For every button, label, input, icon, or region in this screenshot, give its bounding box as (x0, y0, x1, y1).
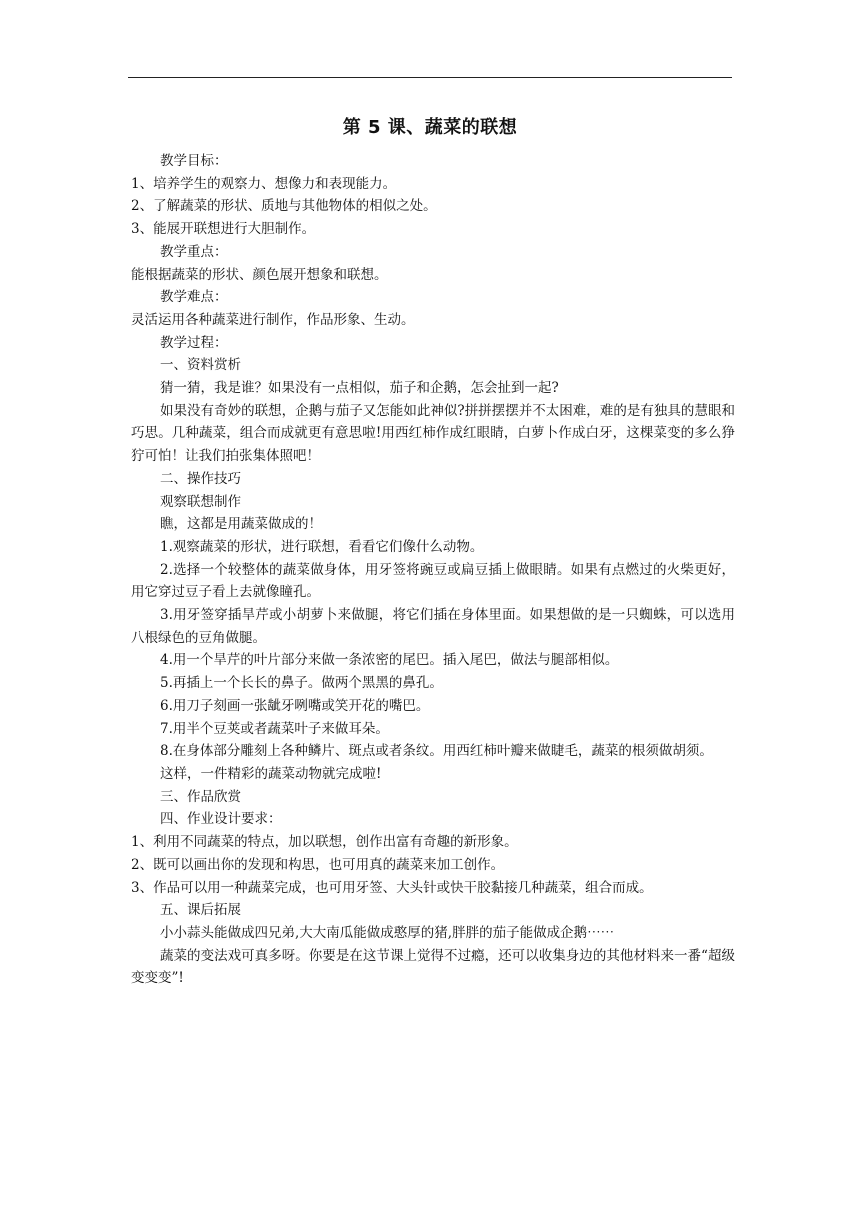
step-7: 7.用半个豆荚或者蔬菜叶子来做耳朵。 (160, 720, 389, 737)
section-5-heading: 五、课后拓展 (160, 902, 241, 919)
lesson-body (131, 150, 735, 990)
step-5: 5.再插上一个长长的鼻子。做两个黑黑的鼻孔。 (160, 675, 443, 692)
section-3-heading: 三、作品欣赏 (160, 788, 241, 805)
goal-item-3: 3、能展开联想进行大胆制作。 (131, 221, 316, 238)
step-4: 4.用一个旱芹的叶片部分来做一条浓密的尾巴。插入尾巴，做法与腿部相似。 (160, 652, 619, 669)
homework-item-1: 1、利用不同蔬菜的特点，加以联想，创作出富有奇趣的新形象。 (131, 834, 518, 851)
extension-text-2: 蔬菜的变法戏可真多呀。你要是在这节课上觉得不过瘾，还可以收集身边的其他材料来一番“超级变变变”! (131, 947, 735, 987)
heading-key-points: 教学重点： (160, 243, 228, 260)
section-2-heading: 二、操作技巧 (160, 470, 241, 487)
heading-teaching-process: 教学过程： (160, 334, 228, 351)
extension-text-1: 小小蒜头能做成四兄弟,大大南瓜能做成憨厚的猪,胖胖的茄子能做成企鹅⋯⋯ (160, 924, 615, 941)
lesson-title: 第 5 课、蔬菜的联想 (342, 117, 518, 138)
section-2-subheading: 观察联想制作 (160, 493, 241, 510)
step-2: 2.选择一个较整体的蔬菜做身体，用牙签将豌豆或扁豆插上做眼睛。如果有点燃过的火柴更好，用它穿过豆子看上去就像瞳孔。 (131, 561, 735, 601)
section-4-heading: 四、作业设计要求： (160, 811, 282, 828)
key-points-text: 能根据蔬菜的形状、颜色展开想象和联想。 (131, 266, 388, 283)
step-6: 6.用刀子刻画一张龇牙咧嘴或笑开花的嘴巴。 (160, 697, 430, 714)
header-rule (128, 77, 732, 78)
homework-item-3: 3、作品可以用一种蔬菜完成，也可用牙签、大头针或快干胶黏接几种蔬菜，组合而成。 (131, 879, 653, 896)
step-8: 8.在身体部分雕刻上各种鳞片、斑点或者条纹。用西红柿叶瓣来做睫毛，蔬菜的根须做胡须。 (160, 743, 713, 760)
step-3: 3.用牙签穿插旱芹或小胡萝卜来做腿，将它们插在身体里面。如果想做的是一只蜘蛛，可以选用八根绿色的豆角做腿。 (131, 607, 735, 646)
section-1-paragraph: 如果没有奇妙的联想，企鹅与茄子又怎能如此神似?拼拼摆摆并不太困难，难的是有独具的慧眼和巧思。几种蔬菜，组合而成就更有意思啦!用西红柿作成红眼睛，白萝卜作成白牙，这棵菜变的多么狰狞可怕！让我们拍张集体照吧！ (131, 402, 735, 465)
step-1: 1.观察蔬菜的形状，进行联想，看看它们像什么动物。 (160, 538, 484, 555)
goal-item-1: 1、培养学生的观察力、想像力和表现能力。 (131, 175, 397, 192)
section-1-intro: 猜一猜，我是谁？如果没有一点相似，茄子和企鹅，怎会扯到一起? (160, 380, 559, 397)
heading-difficulties: 教学难点： (160, 289, 228, 306)
homework-item-2: 2、既可以画出你的发现和构思，也可用真的蔬菜来加工创作。 (131, 856, 505, 873)
difficulties-text: 灵活运用各种蔬菜进行制作，作品形象、生动。 (131, 311, 415, 328)
section-2-intro: 瞧，这都是用蔬菜做成的！ (160, 516, 322, 533)
heading-teaching-goals: 教学目标： (160, 153, 228, 169)
section-1-heading: 一、资料赏析 (160, 357, 241, 374)
goal-item-2: 2、了解蔬菜的形状、质地与其他物体的相似之处。 (131, 198, 437, 215)
section-2-closing: 这样，一件精彩的蔬菜动物就完成啦! (160, 765, 382, 782)
